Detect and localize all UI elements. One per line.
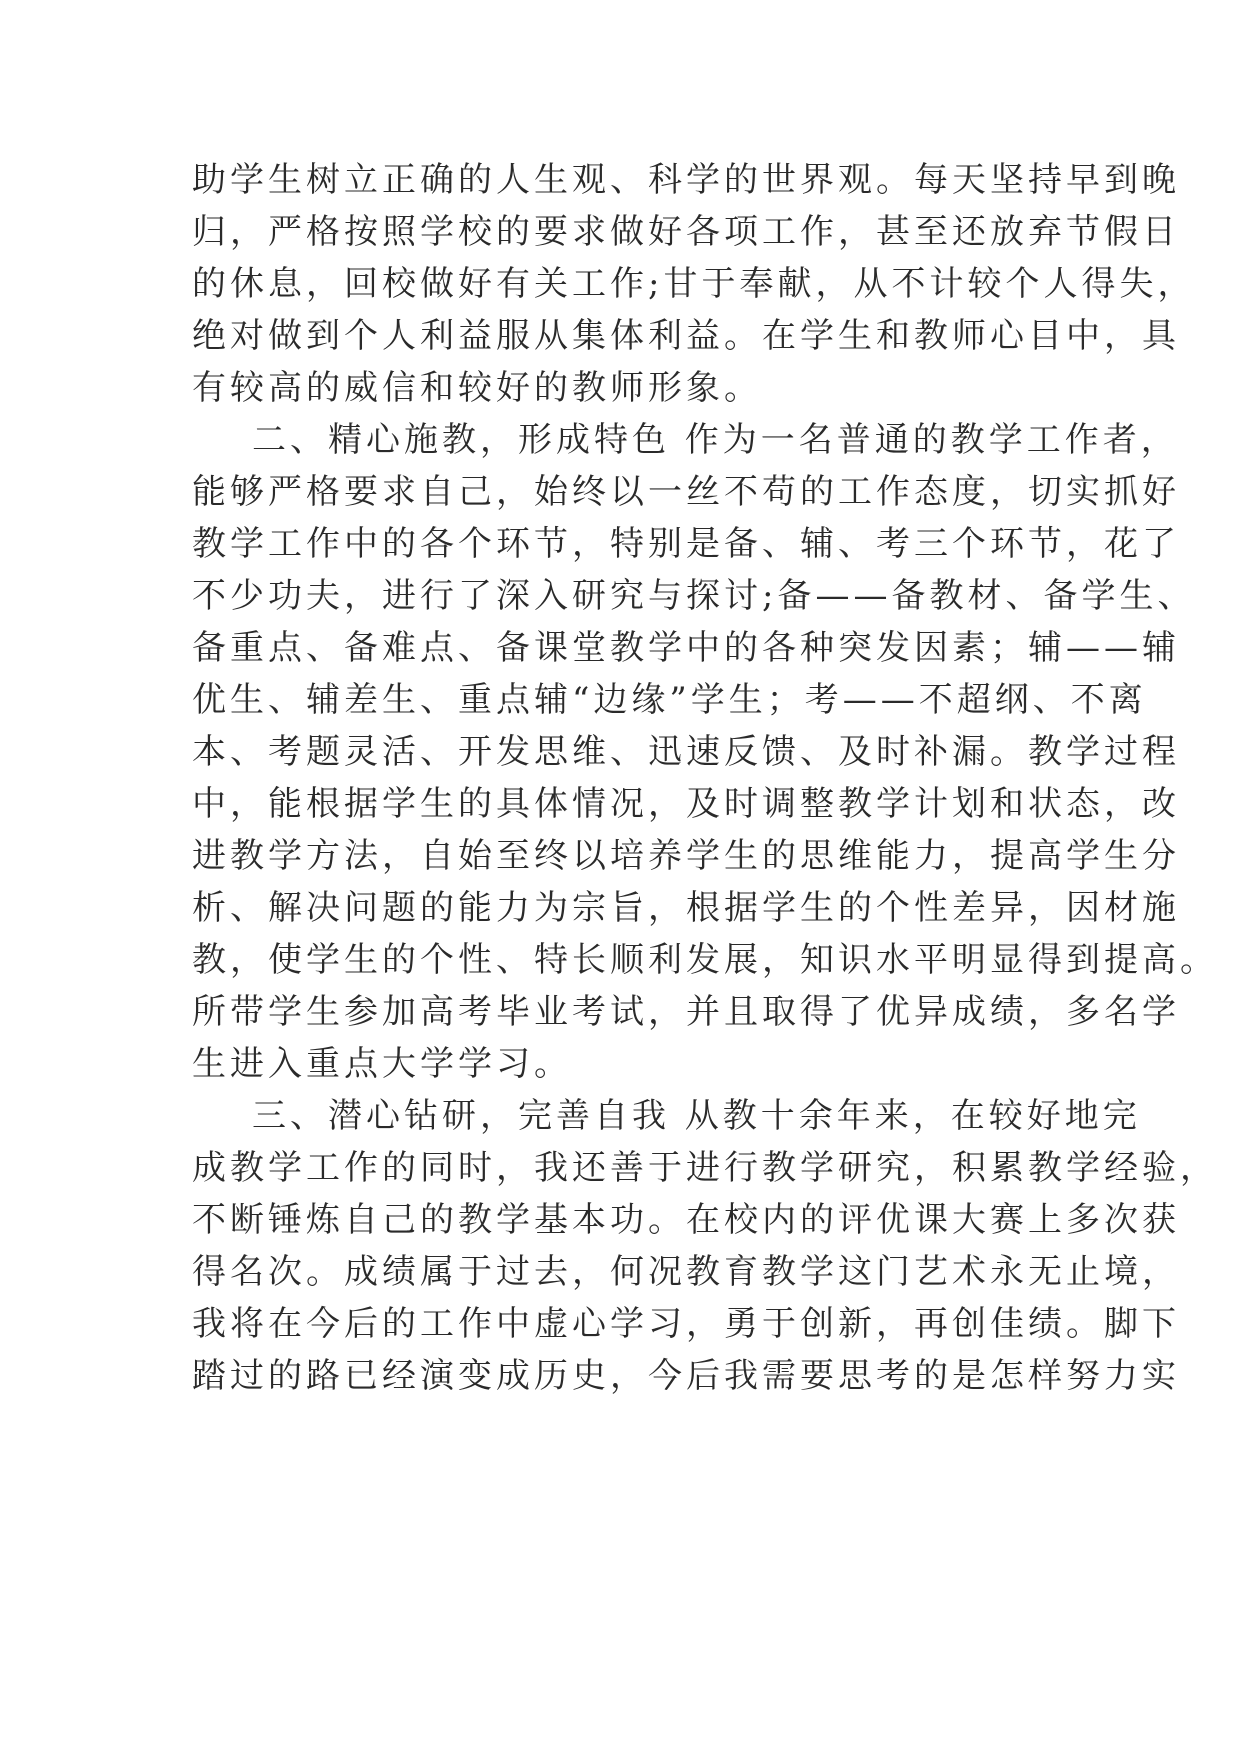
text-line: 本、考题灵活、开发思维、迅速反馈、及时补漏。教学过程 [192,732,1180,772]
text-line: 不少功夫，进行了深入研究与探讨;备——备教材、备学生、 [192,576,1196,616]
text-line: 能够严格要求自己，始终以一丝不苟的工作态度，切实抓好 [192,472,1180,512]
text-line: 归，严格按照学校的要求做好各项工作，甚至还放弃节假日 [192,212,1180,252]
text-line: 析、解决问题的能力为宗旨，根据学生的个性差异，因材施 [192,888,1180,928]
text-line: 绝对做到个人利益服从集体利益。在学生和教师心目中，具 [192,316,1180,356]
text-line: 教，使学生的个性、特长顺利发展，知识水平明显得到提高。 [192,940,1218,980]
text-line: 有较高的威信和较好的教师形象。 [192,368,762,408]
text-line: 备重点、备难点、备课堂教学中的各种突发因素；辅——辅 [192,628,1180,668]
text-line: 成教学工作的同时，我还善于进行教学研究，积累教学经验， [192,1148,1218,1188]
text-line: 我将在今后的工作中虚心学习，勇于创新，再创佳绩。脚下 [192,1304,1180,1344]
text-line: 生进入重点大学学习。 [192,1044,572,1084]
section-heading-line: 三、潜心钻研，完善自我 从教十余年来，在较好地完 [252,1096,1141,1136]
text-line: 优生、辅差生、重点辅“边缘”学生；考——不超纲、不离 [192,680,1147,720]
text-line: 助学生树立正确的人生观、科学的世界观。每天坚持早到晚 [192,160,1180,200]
text-line: 得名次。成绩属于过去，何况教育教学这门艺术永无止境， [192,1252,1180,1292]
text-line: 踏过的路已经演变成历史，今后我需要思考的是怎样努力实 [192,1356,1180,1396]
text-line: 的休息，回校做好有关工作;甘于奉献，从不计较个人得失， [192,264,1196,304]
text-line: 不断锤炼自己的教学基本功。在校内的评优课大赛上多次获 [192,1200,1180,1240]
section-heading-line: 二、精心施教，形成特色 作为一名普通的教学工作者， [252,420,1179,460]
text-line: 进教学方法，自始至终以培养学生的思维能力，提高学生分 [192,836,1180,876]
text-line: 教学工作中的各个环节，特别是备、辅、考三个环节，花了 [192,524,1180,564]
text-line: 中，能根据学生的具体情况，及时调整教学计划和状态，改 [192,784,1180,824]
text-line: 所带学生参加高考毕业考试，并且取得了优异成绩，多名学 [192,992,1180,1032]
